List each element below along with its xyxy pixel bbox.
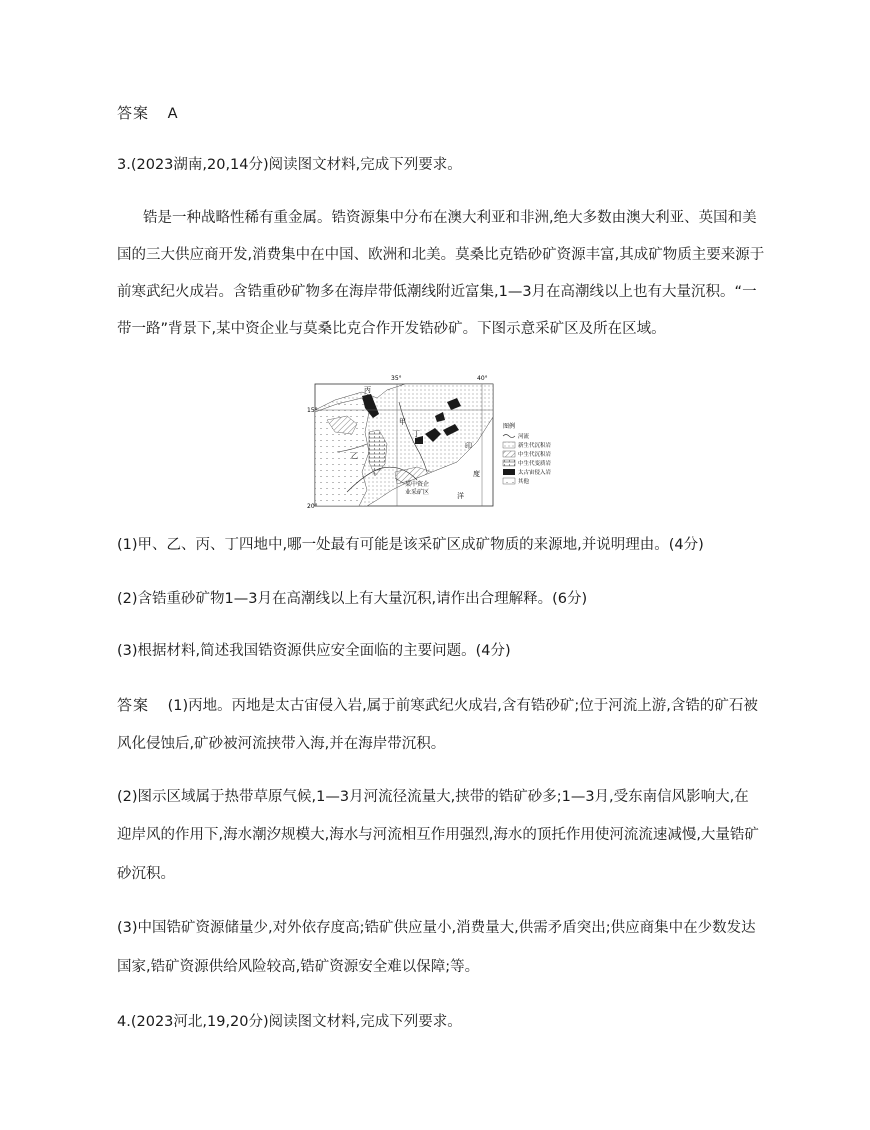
label-jia: 甲 (399, 418, 406, 426)
legend-meta: 中生代变质岩 (518, 461, 552, 467)
legend-other-swatch (503, 478, 515, 484)
mine-label-line2: 业采矿区 (405, 489, 430, 496)
answer-3-line-3: (2)图示区域属于热带草原气候,1—3月河流径流量大,挟带的锆矿砂多;1—3月,受东南信风影响大,在 (117, 789, 749, 805)
legend-igneous: 太古宙侵入岩 (518, 470, 552, 476)
answer-3-line-1 (117, 695, 758, 716)
legend-river-swatch (503, 435, 515, 438)
answer-3-label: 答案 (117, 696, 150, 714)
map-legend (503, 422, 552, 485)
map-svg (307, 372, 565, 512)
legend-igneous-swatch (503, 469, 515, 475)
legend-meso: 中生代沉积岩 (518, 452, 552, 458)
land-other (315, 398, 369, 506)
answer-3-line-7: 国家,锆矿资源供给风险较高,锆矿资源安全难以保障;等。 (117, 959, 480, 975)
question-3-3: (3)根据材料,简述我国锆资源供应安全面临的主要问题。(4分) (117, 643, 511, 659)
legend-ceno: 新生代沉积岩 (518, 443, 552, 449)
lon-label-35: 35° (391, 375, 402, 382)
legend-river: 河流 (518, 434, 530, 440)
answer-label: 答案 (117, 104, 150, 122)
answer-a-line (117, 103, 178, 124)
label-bing: 丙 (364, 386, 371, 394)
material-line-3: 前寒武纪火成岩。含锆重砂矿物多在海岸带低潮线附近富集,1—3月在高潮线以上也有大量沉积。“一 (117, 284, 757, 300)
label-yi: 乙 (351, 452, 358, 460)
question-3-2: (2)含锆重砂矿物1—3月在高潮线以上有大量沉积,请作出合理解释。(6分) (117, 591, 588, 607)
legend-meso-swatch (503, 451, 515, 457)
answer-3-line-2: 风化侵蚀后,矿砂被河流挟带入海,并在海岸带沉积。 (117, 736, 446, 752)
lat-label-15: 15° (307, 407, 318, 414)
legend-title: 图例 (503, 423, 516, 430)
lat-label-20: 20° (307, 503, 318, 510)
answer-value: A (167, 106, 178, 122)
mining-area-map (307, 372, 565, 512)
question-3-1: (1)甲、乙、丙、丁四地中,哪一处最有可能是该采矿区成矿物质的来源地,并说明理由。(4分) (117, 537, 704, 553)
answer-3-line-6: (3)中国锆矿资源储量少,对外依存度高;锆矿供应量小,消费量大,供需矛盾突出;供应商集中在少数发达 (117, 920, 756, 936)
label-ding: 丁 (413, 430, 420, 438)
question-4-header: 4.(2023河北,19,20分)阅读图文材料,完成下列要求。 (117, 1014, 462, 1030)
legend-ceno-swatch (503, 442, 515, 448)
mine-label-line1: 某中资企 (405, 481, 430, 488)
answer-3-line-5: 砂沉积。 (117, 866, 175, 882)
answer-3-text-1: (1)丙地。丙地是太古宙侵入岩,属于前寒武纪火成岩,含有锆砂矿;位于河流上游,含锆的矿石被 (167, 698, 758, 714)
legend-meta-swatch (503, 460, 515, 466)
label-yang: 洋 (457, 492, 464, 500)
question-3-header: 3.(2023湖南,20,14分)阅读图文材料,完成下列要求。 (117, 157, 462, 173)
label-du: 度 (473, 470, 480, 478)
legend-other: 其他 (518, 479, 530, 485)
material-line-2: 国的三大供应商开发,消费集中在中国、欧洲和北美。莫桑比克锆砂矿资源丰富,其成矿物质主要来源于 (117, 247, 765, 263)
label-yin: 印 (465, 442, 472, 450)
answer-3-line-4: 迎岸风的作用下,海水潮汐规模大,海水与河流相互作用强烈,海水的顶托作用使河流流速减慢,大量锆矿 (117, 827, 759, 843)
lon-label-40: 40° (477, 375, 488, 382)
material-line-4: 带一路”背景下,某中资企业与莫桑比克合作开发锆砂矿。下图示意采矿区及所在区域。 (117, 321, 666, 337)
material-line-1: 锆是一种战略性稀有重金属。锆资源集中分布在澳大利亚和非洲,绝大多数由澳大利亚、英国和美 (143, 210, 757, 226)
